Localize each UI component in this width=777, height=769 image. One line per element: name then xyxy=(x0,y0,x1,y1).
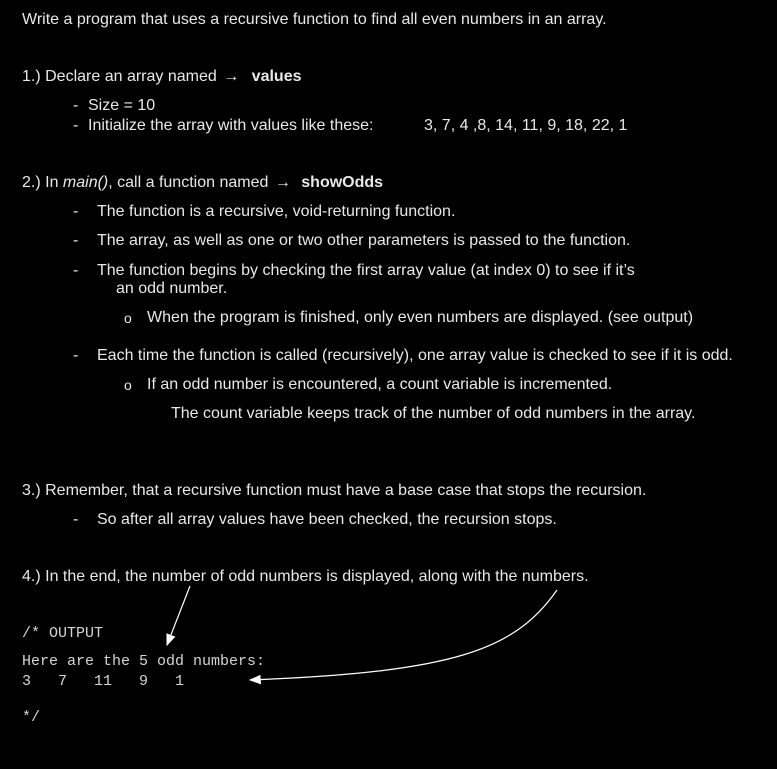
step2-bullet-1: The function is a recursive, void-returning function. xyxy=(97,203,456,220)
step2-sub-bullet-2: If an odd number is encountered, a count variable is incremented. xyxy=(147,376,613,393)
step2-bullet-4: Each time the function is called (recursively), one array value is checked to see if it is odd. xyxy=(97,347,733,364)
step2-bullet-2: The array, as well as one or two other parameters is passed to the function. xyxy=(97,232,631,249)
arrow-icon: → xyxy=(223,68,240,85)
intro-text: Write a program that uses a recursive function to find all even numbers in an array. xyxy=(22,11,607,28)
dash-bullet: - xyxy=(73,97,79,114)
step2-sub-bullet-1: When the program is finished, only even numbers are displayed. (see output) xyxy=(147,309,694,326)
step2-bullet-3-cont: an odd number. xyxy=(116,280,228,297)
arrow-to-numbers-icon xyxy=(250,590,557,680)
step3-heading: 3.) Remember, that a recursive function must have a base case that stops the recursion. xyxy=(22,482,647,499)
step1-prefix: 1.) Declare an array named xyxy=(22,68,217,85)
array-name: values xyxy=(251,68,302,85)
step2-bullet-3: The function begins by checking the first array value (at index 0) to see if it’s xyxy=(97,262,635,279)
step4-heading: 4.) In the end, the number of odd numbers is displayed, along with the numbers. xyxy=(22,568,589,585)
step1-size: Size = 10 xyxy=(88,97,156,114)
output-comment-open: /* OUTPUT xyxy=(22,625,104,642)
arrow-icon: → xyxy=(274,174,291,191)
dash-bullet: - xyxy=(73,203,79,220)
function-name: showOdds xyxy=(301,174,384,191)
dash-bullet: - xyxy=(73,262,79,279)
dash-bullet: - xyxy=(73,232,79,249)
step2-prefix: 2.) In xyxy=(22,174,59,191)
step3-bullet-1: So after all array values have been checked, the recursion stops. xyxy=(97,511,557,528)
circle-bullet-icon: o xyxy=(124,377,132,393)
dash-bullet: - xyxy=(73,347,79,364)
dash-bullet: - xyxy=(73,511,79,528)
arrow-to-count-icon xyxy=(167,586,190,645)
step1-init-label: Initialize the array with values like these: xyxy=(88,117,374,134)
step2-sub-bullet-2-cont: The count variable keeps track of the number of odd numbers in the array. xyxy=(171,405,696,422)
circle-bullet-icon: o xyxy=(124,310,132,326)
output-comment-close: */ xyxy=(22,709,41,726)
output-line-1: Here are the 5 odd numbers: xyxy=(22,653,266,670)
dash-bullet: - xyxy=(73,117,79,134)
main-function: main() xyxy=(62,174,109,191)
output-line-2: 3 7 11 9 1 xyxy=(22,673,185,690)
step2-middle: , call a function named xyxy=(108,174,269,191)
step1-init-values: 3, 7, 4 ,8, 14, 11, 9, 18, 22, 1 xyxy=(424,117,628,134)
